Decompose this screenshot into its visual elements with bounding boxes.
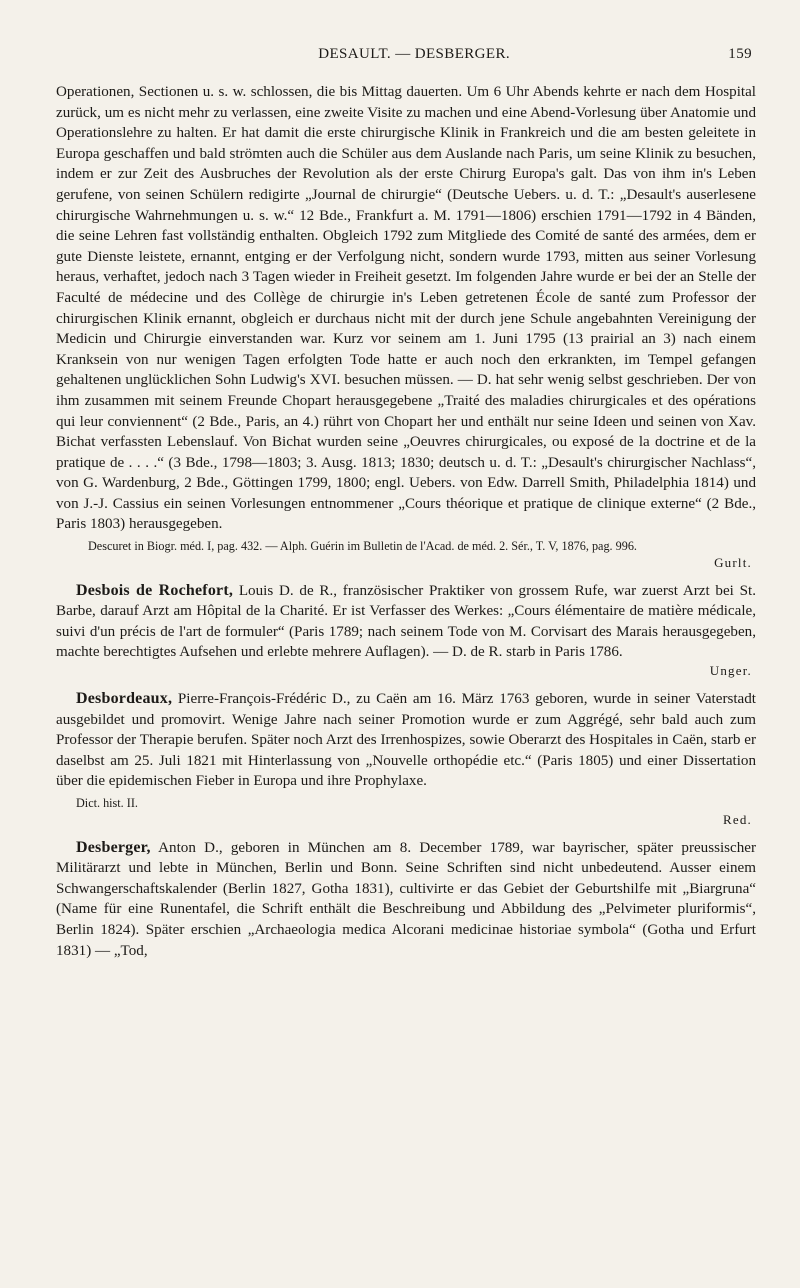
entry-desbois-text: Louis D. de R., französischer Praktiker von grossem Rufe, war zuerst Arzt bei St. Barbe, darauf Arzt am Hôpital de la Charité. Er ist Verfasser des Werkes: „Cours élémentaire de matière médicale, suivi d'un précis de l'art de formuler“ (Paris 1789; nach seinem Tode von M. Corvisart des Marais herausgegeben, machte berechtigtes Aufsehen und erlebte mehrere Auflagen). — D. de R. starb in Paris 1786.: [56, 582, 756, 661]
entry-desbois-author: Unger.: [709, 663, 752, 679]
entry-desault-references: Descuret in Biogr. méd. I, pag. 432. — Alph. Guérin im Bulletin de l'Acad. de méd. 2. Sér., T. V, 1876, pag. 996.: [88, 539, 637, 554]
page-header: [60, 46, 752, 63]
entry-desbordeaux-text: Pierre-François-Frédéric D., zu Caën am 16. März 1763 geboren, wurde in seiner Vaterstadt ausgebildet und promovirt. Wenige Jahre nach seiner Promotion wurde er zum Aggrégé, sehr bald auch zum Professor der Therapie berufen. Später noch Arzt des Irrenhospizes, sowie Oberarzt des Hospitales in Caën, starb er daselbst am 25. Juli 1821 mit Hinterlassung von „Nouvelle orthopédie etc.“ (Paris 1805) und einer Dissertation über die epidemischen Fieber in Europa und ihre Prophylaxe.: [56, 691, 756, 790]
entry-desberger-text: Anton D., geboren in München am 8. December 1789, war bayrischer, später preussischer Militärarzt und lebte in München, Berlin und Bonn. Seine Schriften sind nicht unbedeutend. Ausser einem Schwangerschaftskalender (Berlin 1827, Gotha 1831), cultivirte er das Gebiet der Geburtshilfe mit „Biargruna“ (Name für eine Runentafel, die Schrift enthält die Beschreibung und Abbildung des „Pelvimeter pluriformis“, Berlin 1824). Später erschien „Archaeologia medica Alcorani medicinae historiae symbola“ (Gotha und Erfurt 1831) — „Tod,: [56, 839, 756, 959]
entry-desault-continued: Operationen, Sectionen u. s. w. schlossen, die bis Mittag dauerten. Um 6 Uhr Abends kehrte er nach dem Hospital zurück, um es nicht mehr zu verlassen, eine zweite Visite zu machen und eine Abend-Vorlesung über Anatomie und Operationslehre zu halten. Er hat damit die erste chirurgische Klinik in Frankreich und die am besten geleitete in Europa geschaffen und bald strömten auch die Schüler aus dem Auslande nach Paris, um seine Klinik zu besuchen, indem er zur Zeit des Ausbruches der Revolution als der erste Chirurg Europa's galt. Das von ihm in's Leben gerufene, von seinen Schülern redigirte „Journal de chirurgie“ (Deutsche Uebers. u. d. T.: „Desault's auserlesene chirurgische Wahrnehmungen u. s. w.“ 12 Bde., Frankfurt a. M. 1791—1806) erschien 1791—1792 in 4 Bänden, die seine Lehren fast vollständig enthalten. Obgleich 1792 zum Mitgliede des Comité de santé des armées, dem er gute Dienste leistete, ernannt, entging er der Verfolgung nicht, sondern wurde 1793, mitten aus seiner Vorlesung heraus, verhaftet, jedoch nach 3 Tagen wieder in Freiheit gesetzt. Im folgenden Jahre wurde er bei der an Stelle der Faculté de médecine und des Collège de chirurgie in's Leben getretenen École de santé zum Professor der chirurgischen Klinik ernannt, obgleich er durchaus nicht mit der durch jene Schule angebahnten Vereinigung der Medicin und Chirurgie einverstanden war. Kurz vor seinem am 1. Juni 1795 (13 prairial an 3) nach einem Kranksein von nur wenigen Tagen erfolgten Tode hatte er auch noch den erkrankten, im Tempel gefangen gehaltenen unglücklichen Sohn Ludwig's XVI. besuchen müssen. — D. hat sehr wenig selbst geschrieben. Der von ihm zusammen mit seinem Freunde Chopart herausgegebene „Traité des maladies chirurgicales et des opérations qui leur conviennent“ (2 Bde., Paris, an 4.) rührt von Chopart her und enthält nur seine Ideen und seinen von Xav. Bichat verfassten Lebenslauf. Von Bichat wurden seine „Oeuvres chirurgicales, ou exposé de la doctrine et de la pratique de . . . .“ (3 Bde., 1798—1803; 3. Ausg. 1813; 1830; deutsch u. d. T.: „Desault's chirurgischer Nachlass“, von G. Wardenburg, 2 Bde., Göttingen 1799, 1800; engl. Uebers. von Edw. Darrell Smith, Philadelphia 1814) und von J.-J. Cassius ein seinen Vorlesungen entnommener „Cours théorique et pratique de clinique externe“ (2 Bde., Paris 1803) herausgegeben.: [56, 84, 756, 533]
entry-desberger: [56, 838, 756, 962]
entry-desbordeaux-headword: Desbordeaux,: [76, 690, 173, 708]
entry-desbois: [56, 581, 756, 663]
entry-desberger-headword: Desberger,: [76, 838, 151, 856]
running-title: DESAULT. — DESBERGER.: [318, 46, 511, 62]
entry-desbordeaux: [56, 689, 756, 792]
entry-desault-author: Gurlt.: [714, 554, 752, 570]
entry-desbordeaux-author: Red.: [723, 811, 752, 827]
page-number: 159: [728, 46, 752, 62]
entry-desbordeaux-references: Dict. hist. II.: [76, 796, 138, 810]
page-body: [56, 82, 756, 961]
entry-desbois-headword: Desbois de Rochefort,: [76, 581, 234, 599]
